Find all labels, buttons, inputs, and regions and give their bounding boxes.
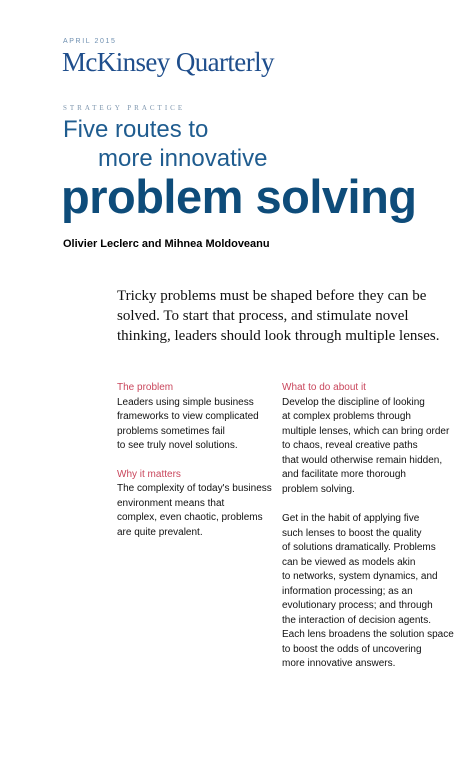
problem-line: frameworks to view complicated [117,411,259,422]
action-line: multiple lenses, which can bring order [282,425,450,437]
issue-date: APRIL 2015 [63,38,117,45]
problem-heading: The problem [117,382,174,393]
title-main: problem solving [61,170,417,223]
action-line: to boost the odds of uncovering [282,643,422,655]
action-line: more innovative answers. [282,658,396,669]
lede-line: solved. To start that process, and stimulate novel [117,308,409,324]
action-line: Develop the discipline of looking [282,396,425,408]
action-line: the interaction of decision agents. [282,614,431,626]
matters-heading: Why it matters [117,468,181,480]
brand-logo: McKinsey Quarterly [62,47,274,77]
action-heading: What to do about it [282,382,366,393]
left-column [117,381,287,540]
title-line-1: Five routes to [63,116,209,143]
action-line: Each lens broadens the solution space [282,629,454,640]
action-line: problem solving. [282,483,355,495]
action-line: and facilitate more thorough [282,469,406,480]
section-label: STRATEGY PRACTICE [63,104,186,112]
action-line: Get in the habit of applying five [282,513,420,524]
problem-line: Leaders using simple business [117,396,254,408]
matters-line: environment means that [117,497,225,509]
right-column [282,381,452,672]
matters-line: complex, even chaotic, problems [117,512,263,523]
action-line: can be viewed as models akin [282,556,416,568]
matters-line: are quite prevalent. [117,526,203,538]
title-line-2: more innovative [98,145,268,172]
matters-line: The complexity of today's business [117,483,272,494]
action-line: that would otherwise remain hidden, [282,454,443,466]
action-line: to networks, system dynamics, and [282,571,438,582]
lede [117,286,440,346]
authors: Olivier Leclerc and Mihnea Moldoveanu [63,238,270,250]
lede-line: Tricky problems must be shaped before they can be [117,288,427,304]
action-line: at complex problems through [282,411,411,422]
problem-line: to see truly novel solutions. [117,440,238,451]
problem-line: problems sometimes fail [117,425,225,437]
action-line: to chaos, reveal creative paths [282,440,418,451]
action-line: information processing; as an [282,585,413,597]
action-line: evolutionary process; and through [282,600,433,611]
lede-line: thinking, leaders should look through multiple lenses. [117,328,440,344]
action-line: of solutions dramatically. Problems [282,542,436,553]
action-line: such lenses to boost the quality [282,527,422,539]
